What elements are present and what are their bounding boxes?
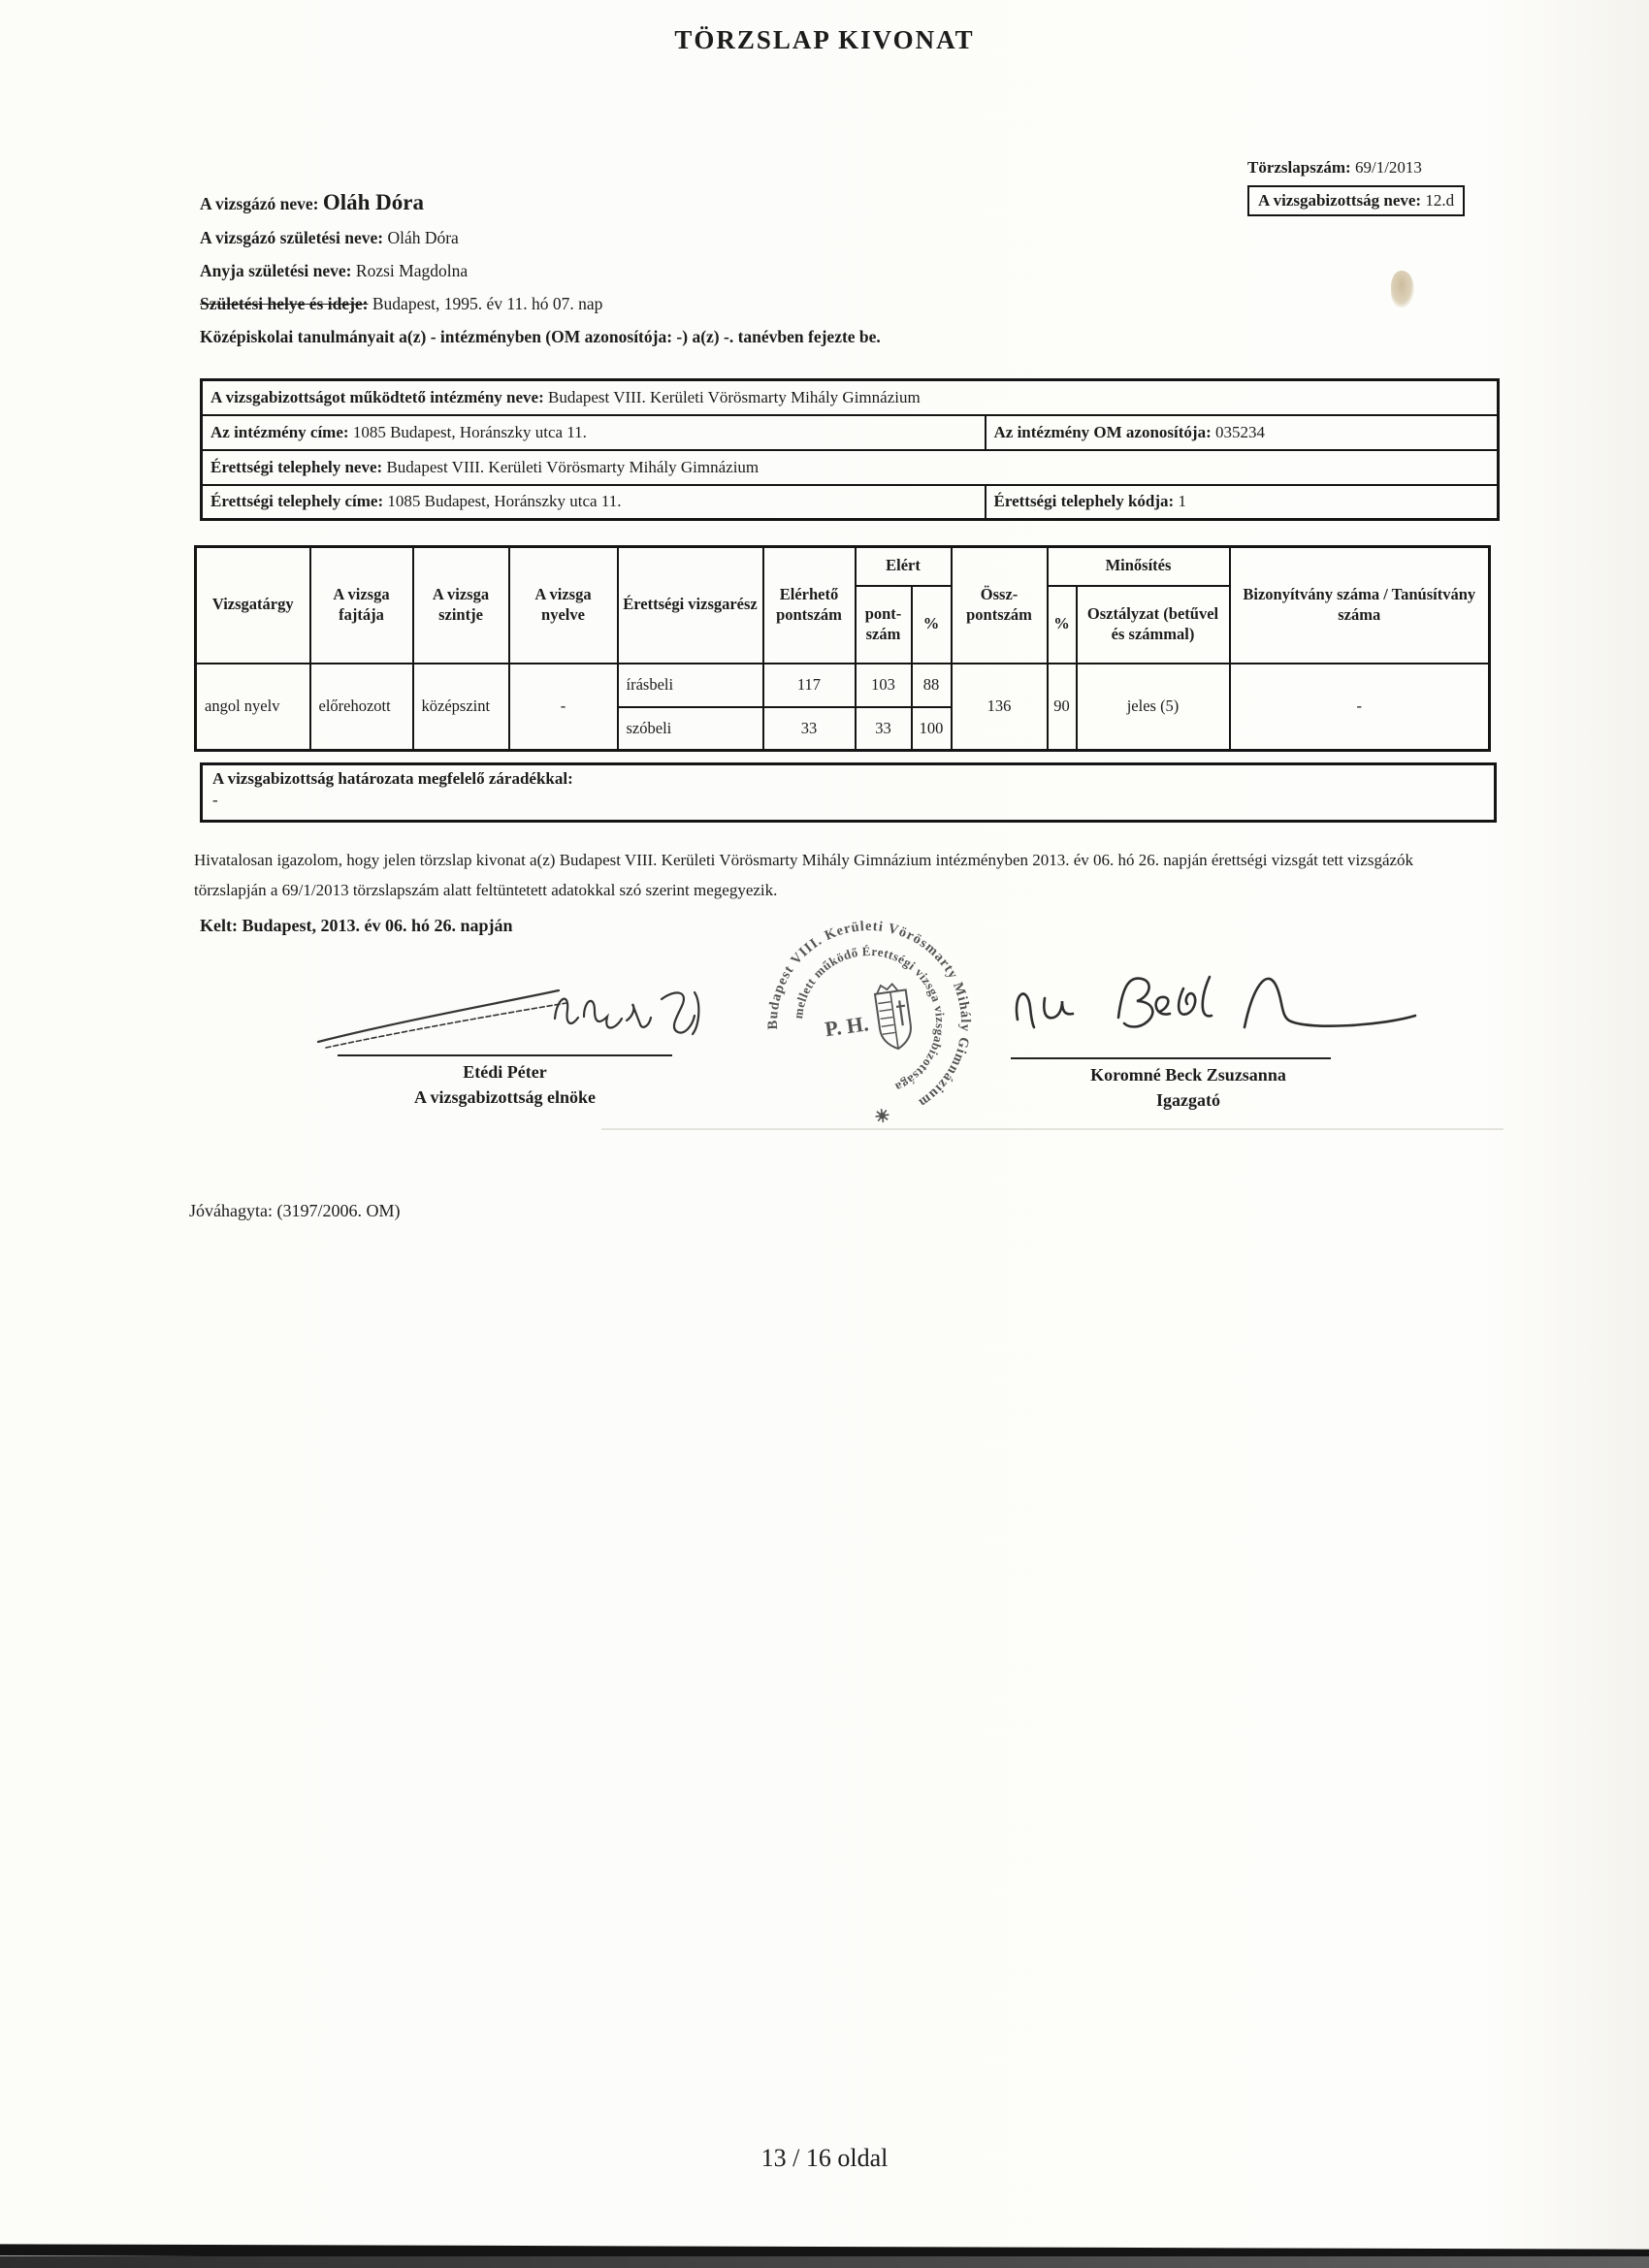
- cell-part-max: 33: [763, 707, 856, 751]
- certification-statement: Hivatalosan igazolom, hogy jelen törzslap kivonat a(z) Budapest VIII. Kerületi Vörösmarty Mihály Gimnázium intézményben 2013. év 06. hó 26. napján érettségi vizsgát tett vizsgázók törzslapján a 69/1/2013 törzslapszám alatt feltüntetett adatokkal szó szerint megegyezik.: [194, 851, 1414, 899]
- decision-label: A vizsgabizottság határozata megfelelő záradékkal:: [212, 769, 573, 788]
- president-signature-icon: [310, 960, 718, 1067]
- table-row: [202, 485, 1499, 520]
- institution-address-cell: [202, 415, 986, 450]
- president-signature-line: [338, 1054, 672, 1056]
- cell-exam-language: -: [509, 664, 618, 751]
- director-name: Koromné Beck Zsuzsanna: [1090, 1065, 1286, 1085]
- candidate-birth-name-value: Oláh Dóra: [387, 228, 459, 247]
- candidate-birth-name-line: [200, 228, 881, 248]
- board-name-value: 12.d: [1425, 191, 1455, 210]
- cell-total-percent: 90: [1048, 664, 1077, 751]
- director-signature-block: [999, 1062, 1377, 1113]
- president-signature-block: [338, 1059, 672, 1110]
- svg-text:Budapest VIII. Kerületi Vörösm: [755, 908, 984, 1131]
- site-name-label: Érettségi telephely neve:: [210, 457, 383, 476]
- scan-edge-area: [0, 2256, 1649, 2268]
- decision-value: -: [212, 791, 218, 809]
- cell-grade: jeles (5): [1077, 664, 1230, 751]
- svg-text:mellett működő Érettségi vizsg: [782, 933, 957, 1108]
- header-qualification: Minősítés: [1048, 547, 1230, 586]
- results-table: [194, 545, 1491, 752]
- director-signature-icon: [1004, 956, 1431, 1067]
- institution-om-cell: [986, 415, 1499, 450]
- header-grade: Osztályzat (betűvel és számmal): [1077, 586, 1230, 664]
- board-name-box: [1247, 185, 1465, 216]
- header-subject: Vizsgatárgy: [196, 547, 310, 664]
- site-address-value: 1085 Budapest, Horánszky utca 11.: [387, 492, 622, 511]
- site-code-value: 1: [1178, 492, 1186, 511]
- candidate-name-value: Oláh Dóra: [322, 190, 424, 214]
- page-title: TÖRZSLAP KIVONAT: [674, 25, 975, 54]
- header-max-score: Elérhető pontszám: [763, 547, 856, 664]
- institution-address-label: Az intézmény címe:: [210, 422, 349, 441]
- cell-total-score: 136: [952, 664, 1048, 751]
- site-address-label: Érettségi telephely címe:: [210, 492, 384, 511]
- header-exam-level: A vizsga szintje: [413, 547, 509, 664]
- scan-fold-line: [601, 1128, 1504, 1130]
- cell-certificate: -: [1230, 664, 1490, 751]
- candidate-birth-name-label: A vizsgázó születési neve:: [200, 228, 384, 247]
- president-title: A vizsgabizottság elnöke: [414, 1087, 596, 1108]
- birth-place-label: Születési helye és ideje:: [200, 294, 369, 313]
- site-name-value: Budapest VIII. Kerületi Vörösmarty Mihály Gimnázium: [386, 457, 760, 476]
- site-name-cell: [202, 450, 1499, 485]
- site-address-cell: [202, 485, 986, 520]
- header-exam-part: Érettségi vizsgarész: [618, 547, 763, 664]
- candidate-block: [200, 190, 881, 360]
- cell-part-max: 117: [763, 664, 856, 707]
- stamp-ph-text: P. H.: [823, 1011, 870, 1042]
- header-achieved-percent: %: [912, 586, 952, 664]
- board-name-label: A vizsgabizottság neve:: [1258, 191, 1422, 210]
- header-exam-language: A vizsga nyelve: [509, 547, 618, 664]
- operator-cell: [202, 380, 1499, 415]
- president-name: Etédi Péter: [463, 1062, 547, 1082]
- cell-part-name: szóbeli: [618, 707, 763, 751]
- institution-address-value: 1085 Budapest, Horánszky utca 11.: [352, 422, 587, 441]
- header-certificate: Bizonyítvány száma / Tanúsítvány száma: [1230, 547, 1490, 664]
- sheet-number-label: Törzslapszám:: [1247, 158, 1351, 177]
- sheet-number-value: 69/1/2013: [1354, 158, 1422, 177]
- table-row: [202, 450, 1499, 485]
- birth-place-value: Budapest, 1995. év 11. hó 07. nap: [372, 294, 603, 313]
- dated-line: Kelt: Budapest, 2013. év 06. hó 26. napján: [200, 916, 513, 935]
- decision-box: [200, 762, 1497, 823]
- stamp-rosette-icon: [875, 1108, 890, 1123]
- cell-exam-type: előrehozott: [310, 664, 413, 751]
- operator-label: A vizsgabizottságot működtető intézmény neve:: [210, 387, 544, 406]
- results-data-row-written: [196, 664, 1490, 707]
- sheet-number-line: [1247, 158, 1465, 178]
- site-code-label: Érettségi telephely kódja:: [993, 492, 1175, 511]
- header-achieved-score: pont-szám: [856, 586, 912, 664]
- stamp-inner-text: mellett működő Érettségi vizsga vizsgabizottsága: [790, 943, 949, 1096]
- table-row: [202, 415, 1499, 450]
- table-row: [202, 380, 1499, 415]
- header-total-score: Össz-pontszám: [952, 547, 1048, 664]
- page-number: 13 / 16 oldal: [760, 2144, 889, 2172]
- cell-exam-level: középszint: [413, 664, 509, 751]
- stamp-outer-text: Budapest VIII. Kerületi Vörösmarty Mihály Gimnázium: [764, 918, 974, 1111]
- institution-om-label: Az intézmény OM azonosítója:: [993, 422, 1212, 441]
- cell-subject: angol nyelv: [196, 664, 310, 751]
- birth-place-line: [200, 294, 881, 314]
- meta-block: [1247, 158, 1465, 216]
- cell-part-score: 33: [856, 707, 912, 751]
- director-signature-line: [1011, 1057, 1331, 1059]
- cell-part-score: 103: [856, 664, 912, 707]
- institution-table: [200, 378, 1500, 521]
- cell-part-percent: 100: [912, 707, 952, 751]
- cell-part-name: írásbeli: [618, 664, 763, 707]
- header-exam-type: A vizsga fajtája: [310, 547, 413, 664]
- secondary-school-line: Középiskolai tanulmányait a(z) - intézményben (OM azonosítója: -) a(z) -. tanévben fejezte be.: [200, 327, 881, 346]
- coat-of-arms-icon: [874, 983, 914, 1052]
- site-code-cell: [986, 485, 1499, 520]
- cell-part-percent: 88: [912, 664, 952, 707]
- approved-line: Jóváhagyta: (3197/2006. OM): [189, 1201, 401, 1220]
- mother-name-value: Rozsi Magdolna: [355, 261, 469, 280]
- scan-artifact-blob: [1391, 271, 1414, 308]
- candidate-name-label: A vizsgázó neve:: [200, 194, 319, 213]
- institution-om-value: 035234: [1215, 422, 1266, 441]
- director-title: Igazgató: [1156, 1090, 1220, 1111]
- header-achieved: Elért: [856, 547, 952, 586]
- operator-value: Budapest VIII. Kerületi Vörösmarty Mihály Gimnázium: [548, 387, 921, 406]
- results-header-row-1: [196, 547, 1490, 586]
- mother-name-line: [200, 261, 881, 281]
- official-stamp: [755, 908, 984, 1137]
- header-qualification-percent: %: [1048, 586, 1077, 664]
- candidate-name-line: [200, 190, 881, 215]
- mother-name-label: Anyja születési neve:: [200, 261, 352, 280]
